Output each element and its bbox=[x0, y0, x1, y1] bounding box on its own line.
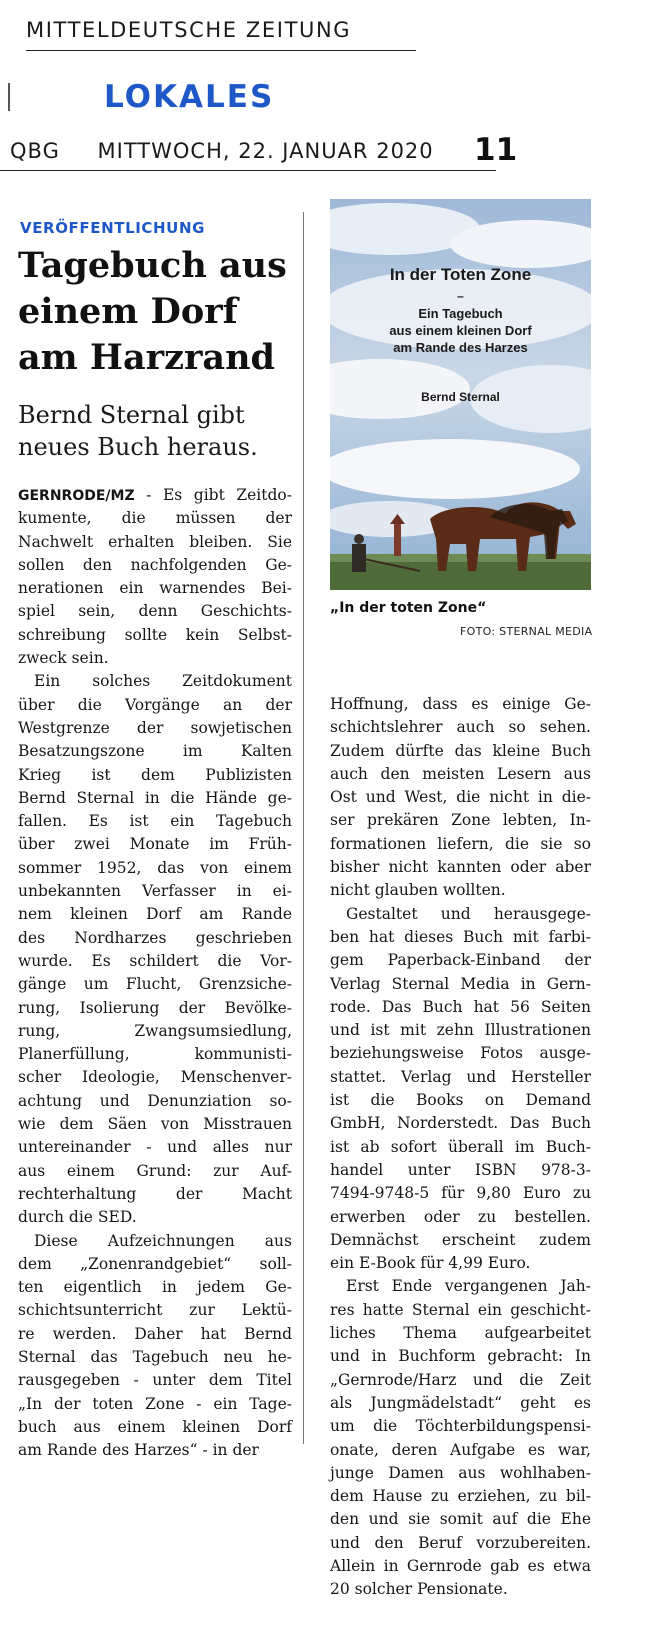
page-number: 11 bbox=[474, 132, 518, 168]
article-line: durch die SED. bbox=[18, 1208, 137, 1227]
article-line: Bernd Sternal in die Hände ge- bbox=[18, 788, 292, 807]
headline-line: Tagebuch aus bbox=[18, 245, 287, 286]
article-line: am Rande des Harzes“ - in der bbox=[18, 1441, 259, 1460]
book-cover-author: Bernd Sternal bbox=[421, 390, 500, 404]
article-line: „In der toten Zone - ein Tage- bbox=[18, 1394, 292, 1413]
article-line: nem kleinen Dorf am Rande bbox=[18, 905, 292, 924]
article-line: 20 solcher Pensionate. bbox=[330, 1580, 508, 1599]
article-line: auch den meisten Lesern aus bbox=[330, 764, 591, 783]
article-subhead bbox=[18, 399, 308, 463]
book-cover-subtitle-line: aus einem kleinen Dorf bbox=[389, 323, 532, 338]
article-line: re werden. Daher hat Bernd bbox=[18, 1324, 292, 1343]
article-line: um die Töchterbildungspensi- bbox=[330, 1417, 591, 1436]
article-line: Gestaltet und herausgege- bbox=[346, 904, 591, 923]
masthead: MITTELDEUTSCHE ZEITUNG bbox=[26, 18, 352, 42]
article-line: schreibung sollte kein Selbst- bbox=[18, 625, 292, 644]
headline-line: einem Dorf bbox=[18, 291, 238, 332]
article-line: junge Damen aus wohlhaben- bbox=[330, 1463, 591, 1482]
article-line: fallen. Es ist ein Tagebuch bbox=[18, 812, 292, 831]
article-line: Ein solches Zeitdokument bbox=[34, 672, 292, 691]
edition-code: QBG bbox=[10, 139, 60, 163]
article-line: Krieg ist dem Publizisten bbox=[18, 765, 292, 784]
article-line: kumente, die müssen der bbox=[18, 509, 292, 528]
article-line: rung, Isolierung der Bevölke- bbox=[18, 998, 292, 1017]
article-line: buch aus einem kleinen Dorf bbox=[18, 1417, 292, 1436]
article-line: nerationen ein warnendes Bei- bbox=[18, 579, 292, 598]
article-line-text: - Es gibt Zeitdo- bbox=[134, 486, 292, 504]
article-line: bisher nicht kannten oder aber bbox=[330, 858, 591, 877]
article-line bbox=[18, 484, 292, 507]
column-divider bbox=[303, 212, 304, 1444]
article-line: ein E-Book für 4,99 Euro. bbox=[330, 1254, 531, 1273]
article-line: Westgrenze der sowjetischen bbox=[18, 718, 292, 737]
article-line: und in Buchform gebracht: In bbox=[330, 1347, 591, 1366]
article-line: schichtslehrer auch so sehen. bbox=[330, 718, 591, 737]
article-line: rechterhaltung der Macht bbox=[18, 1184, 292, 1203]
article-line: als Jungmädelstadt“ geht es bbox=[330, 1393, 591, 1412]
subhead-line: Bernd Sternal gibt bbox=[18, 401, 245, 429]
article-line: ser prekären Zone lebten, In- bbox=[330, 811, 591, 830]
article-line: ist ab sofort überall im Buch- bbox=[330, 1137, 591, 1156]
issue-line bbox=[10, 139, 434, 163]
article-line: Planerfüllung, kommunisti- bbox=[18, 1045, 292, 1064]
book-cover-subtitle bbox=[330, 305, 591, 356]
article-line: aus einem Grund: zur Auf- bbox=[18, 1161, 292, 1180]
headline-line: am Harzrand bbox=[18, 337, 275, 378]
article-line: Verlag Sternal Media in Gern- bbox=[330, 974, 591, 993]
article-line: Hoffnung, dass es einige Ge- bbox=[330, 695, 591, 713]
book-cover-title: In der Toten Zone bbox=[389, 265, 532, 284]
section-marker bbox=[8, 83, 10, 111]
article-line: schichtsunterricht zur Lektü- bbox=[18, 1301, 292, 1320]
article-line: rausgegeben - unter dem Titel bbox=[18, 1371, 292, 1390]
article-line: rung, Zwangsumsiedlung, bbox=[18, 1021, 292, 1040]
article-line: wie dem Säen von Misstrauen bbox=[18, 1115, 292, 1134]
article-line: rode. Das Buch hat 56 Seiten bbox=[330, 997, 591, 1016]
issue-date: MITTWOCH, 22. JANUAR 2020 bbox=[97, 139, 434, 163]
book-cover-dash: – bbox=[457, 289, 464, 303]
article-line: und den Beruf vorzubereiten. bbox=[330, 1533, 591, 1552]
article-line: onate, deren Aufgabe es war, bbox=[330, 1440, 591, 1459]
photo-caption: „In der toten Zone“ bbox=[330, 600, 487, 616]
article-line: gänge um Flucht, Grenzsiche- bbox=[18, 975, 292, 994]
article-line: liches Thema aufgearbeitet bbox=[330, 1324, 591, 1343]
article-line: scher Ideologie, Menschenver- bbox=[18, 1068, 292, 1087]
book-cover-subtitle-line: Ein Tagebuch bbox=[418, 306, 503, 321]
article-line: erwerben oder zu bestellen. bbox=[330, 1207, 591, 1226]
article-line: formationen liefern, die sie so bbox=[330, 834, 591, 853]
article-line: Zudem dürfte das kleine Buch bbox=[330, 741, 591, 760]
article-line: gem Paperback-Einband der bbox=[330, 951, 591, 970]
article-line: sollen den nachfolgenden Ge- bbox=[18, 555, 292, 574]
article-line: handel unter ISBN 978-3- bbox=[330, 1160, 591, 1179]
article-line: zweck sein. bbox=[18, 649, 109, 668]
book-cover-subtitle-line: am Rande des Harzes bbox=[393, 340, 528, 355]
article-line: Erst Ende vergangenen Jah- bbox=[346, 1277, 591, 1296]
article-line: wurde. Es schildert die Vor- bbox=[18, 951, 292, 970]
article-line: des Nordharzes geschrieben bbox=[18, 928, 292, 947]
article-dateline: GERNRODE/MZ bbox=[18, 488, 135, 504]
article-line: 7494-9748-5 für 9,80 Euro zu bbox=[330, 1184, 591, 1203]
article-line: „Gernrode/Harz und die Zeit bbox=[330, 1370, 591, 1389]
article-line: Sternal das Tagebuch neu he- bbox=[18, 1347, 292, 1366]
article-line: Besatzungszone im Kalten bbox=[18, 742, 292, 761]
article-line: Allein in Gernrode gab es etwa bbox=[330, 1556, 591, 1575]
article-line: sommer 1952, das von einem bbox=[18, 858, 292, 877]
article-line: spiel sein, denn Geschichts- bbox=[18, 602, 292, 621]
article-line: dem Hause zu erziehen, zu bil- bbox=[330, 1487, 591, 1506]
book-cover-photo bbox=[330, 199, 591, 590]
article-headline bbox=[18, 243, 308, 381]
article-line: Nachwelt erhalten bleiben. Sie bbox=[18, 532, 292, 551]
subhead-line: neues Buch heraus. bbox=[18, 433, 258, 461]
section-title: LOKALES bbox=[104, 79, 275, 115]
article-line: dem „Zonenrandgebiet“ soll- bbox=[18, 1254, 292, 1273]
masthead-rule bbox=[26, 50, 416, 51]
article-line: Ost und West, die nicht in die- bbox=[330, 788, 591, 807]
photo-credit: FOTO: STERNAL MEDIA bbox=[460, 625, 593, 638]
article-line: achtung und Denunziation so- bbox=[18, 1091, 292, 1110]
article-line: unbekannten Verfasser in ei- bbox=[18, 882, 292, 901]
article-line: ben hat dieses Buch mit farbi- bbox=[330, 927, 591, 946]
article-line: den und sie somit auf die Ehe bbox=[330, 1510, 591, 1529]
article-line: nicht glauben wollten. bbox=[330, 881, 506, 900]
article-line: untereinander - und alles nur bbox=[18, 1138, 292, 1157]
article-column-1 bbox=[18, 484, 292, 1462]
article-line: res hatte Sternal ein geschicht- bbox=[330, 1300, 591, 1319]
article-line: GmbH, Norderstedt. Das Buch bbox=[330, 1114, 591, 1133]
article-line: ist die Books on Demand bbox=[330, 1091, 591, 1110]
article-kicker: VERÖFFENTLICHUNG bbox=[20, 219, 206, 237]
article-column-2 bbox=[330, 693, 591, 1602]
header-rule bbox=[0, 170, 496, 171]
article-line: Demnächst erscheint zudem bbox=[330, 1230, 591, 1249]
article-line: Diese Aufzeichnungen aus bbox=[34, 1231, 292, 1250]
article-line: ten eigentlich in jedem Ge- bbox=[18, 1278, 292, 1297]
article-line: und ist mit zehn Illustrationen bbox=[330, 1021, 591, 1040]
article-line: über die Vorgänge an der bbox=[18, 695, 292, 714]
article-line: stattet. Verlag und Hersteller bbox=[330, 1067, 591, 1086]
article-line: beziehungsweise Fotos ausge- bbox=[330, 1044, 591, 1063]
article-line: über zwei Monate im Früh- bbox=[18, 835, 292, 854]
